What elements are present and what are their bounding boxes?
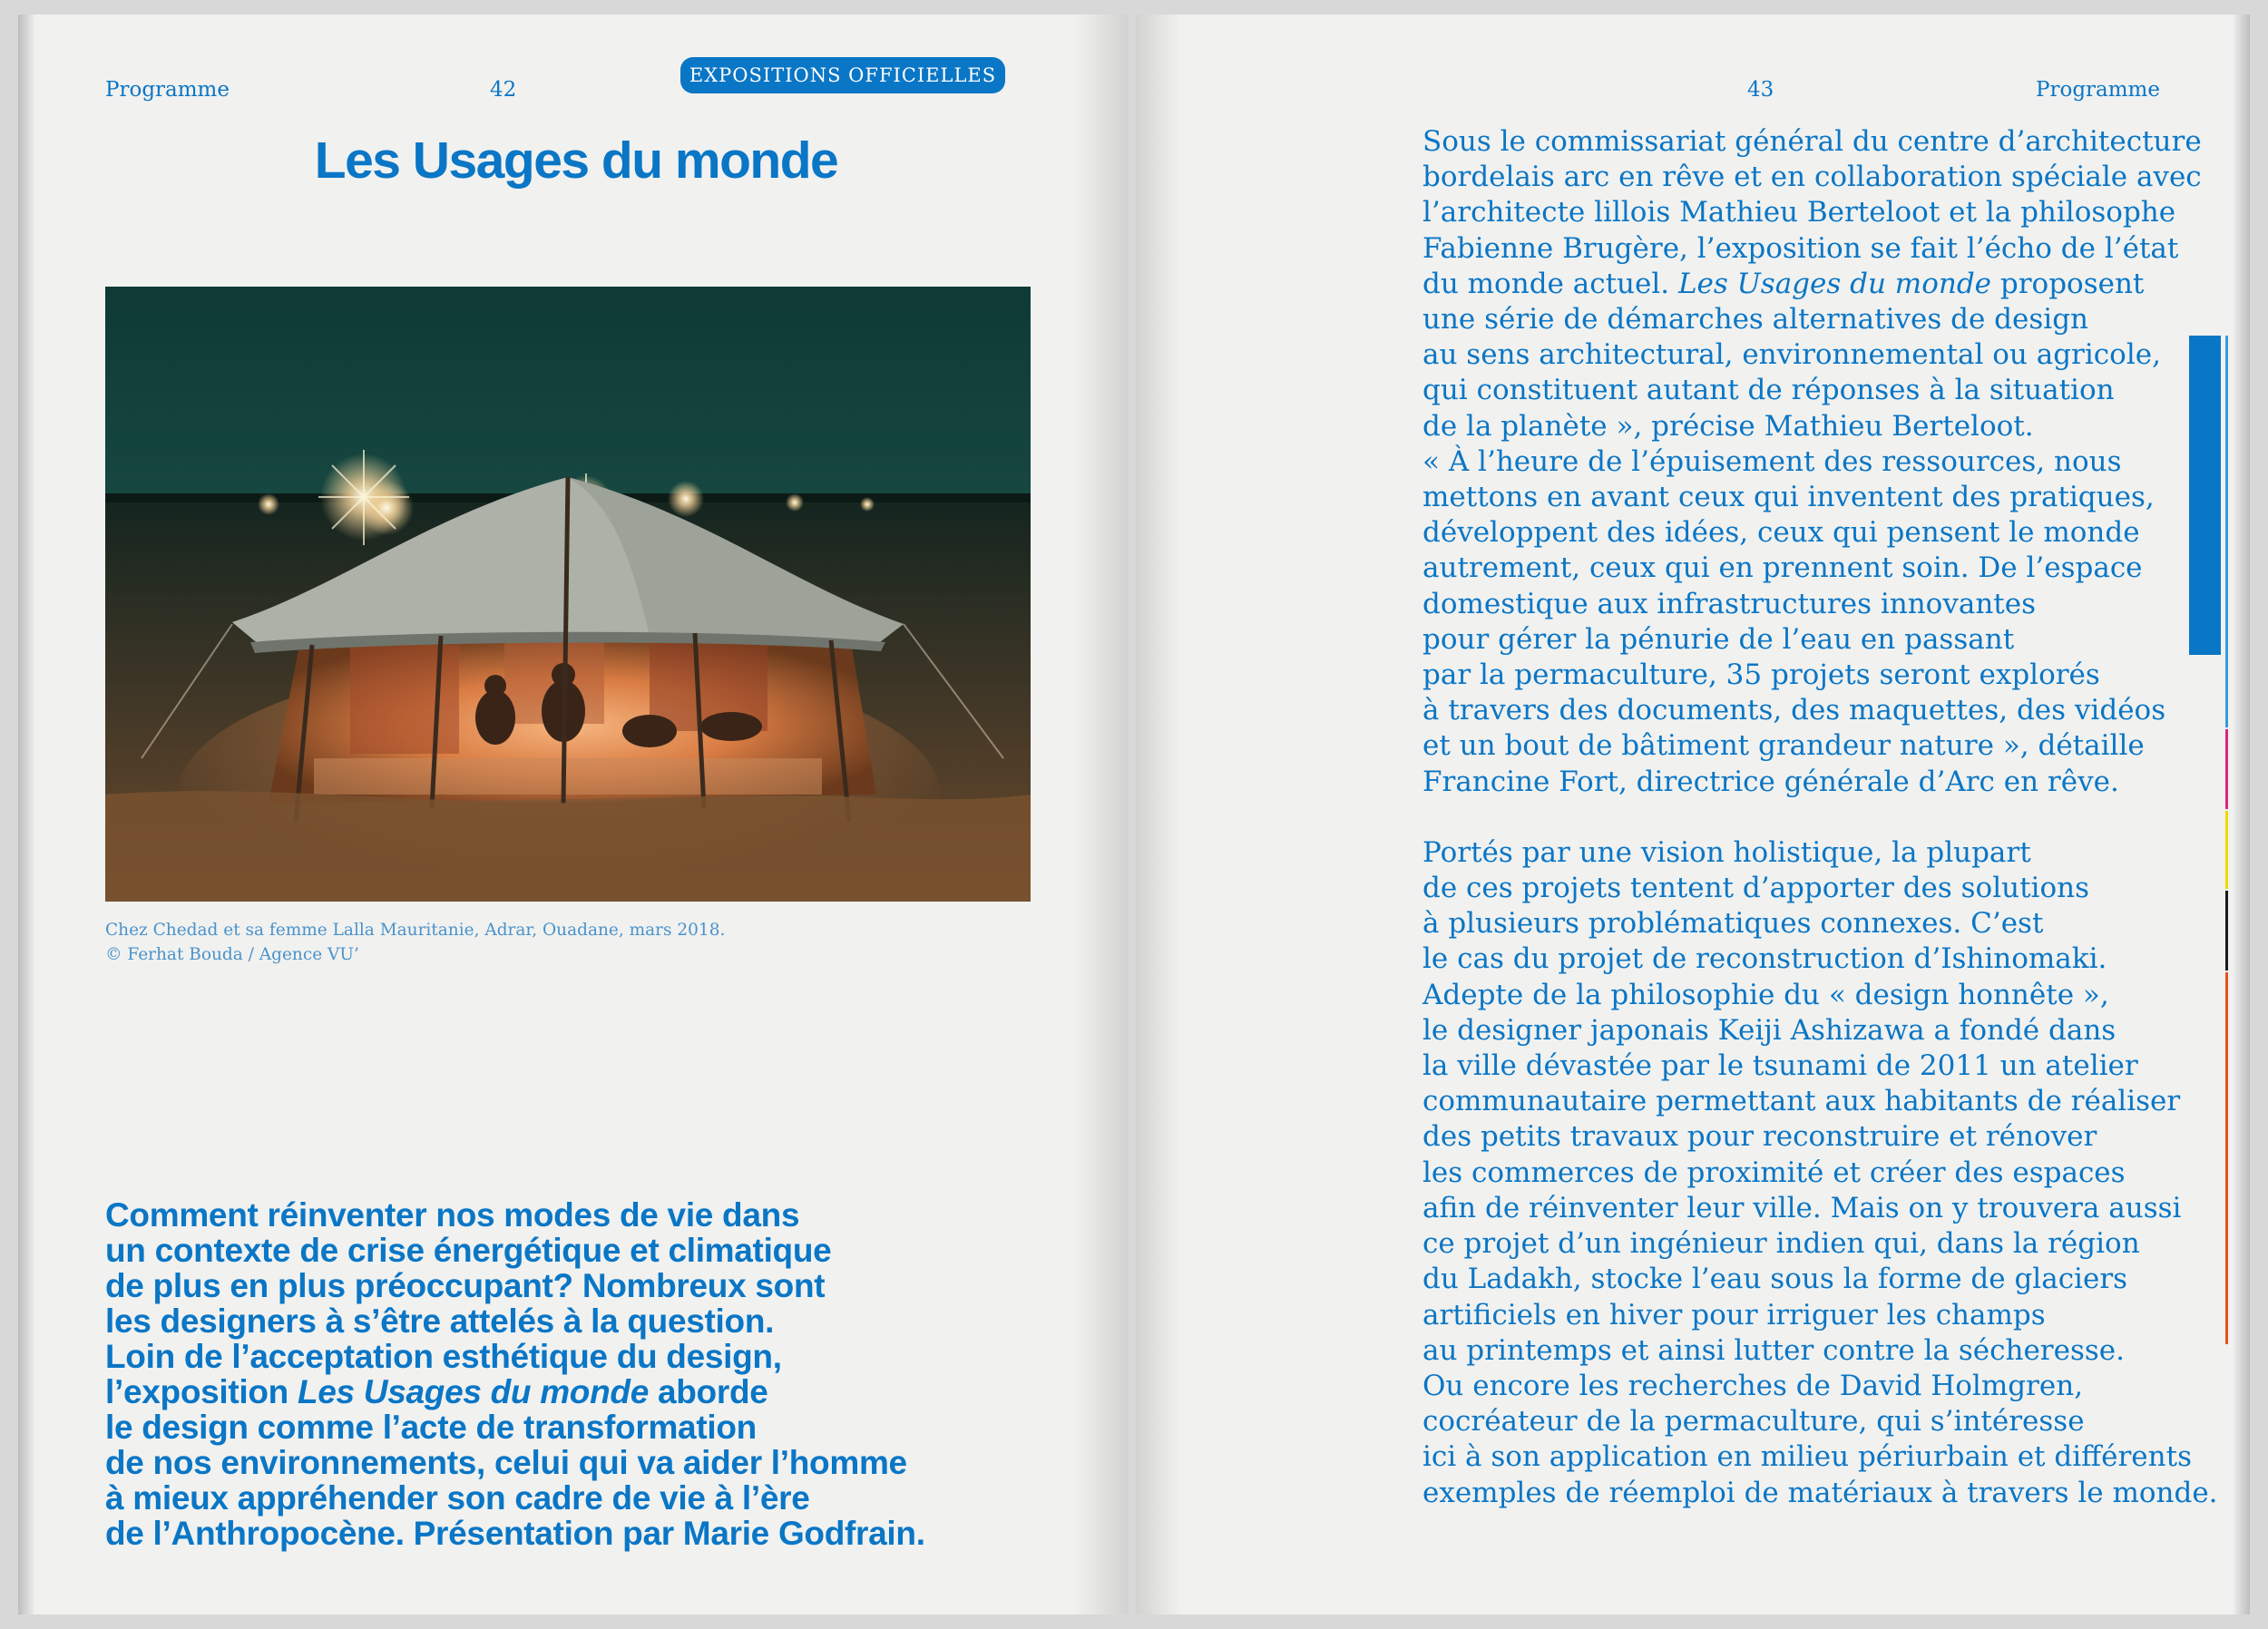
text-run: le cas du projet de reconstruction d’Ishinomaki.: [1422, 942, 2107, 976]
text-line: [105, 1303, 1085, 1339]
tent-night-photo: [105, 287, 1031, 902]
text-line: [1422, 693, 2166, 728]
text-line: [105, 1516, 1085, 1551]
text-run: Adepte de la philosophie du « design honnête »,: [1422, 978, 2109, 1011]
text-line: [1422, 160, 2202, 195]
text-line: [1422, 373, 2166, 408]
text-line: [1422, 551, 2166, 586]
right-page: [1136, 15, 2250, 1614]
text-run: la ville dévastée par le tsunami de 2011 un atelier: [1422, 1049, 2138, 1083]
italic-title: Les Usages du monde: [297, 1373, 649, 1410]
text-line: [1422, 1476, 2218, 1511]
text-line: [1422, 1049, 2166, 1084]
text-run: communautaire permettant aux habitants de réaliser: [1422, 1085, 2181, 1118]
text-run: à mieux appréhender son cadre de vie à l’ère: [105, 1479, 810, 1517]
text-line: [1422, 1298, 2166, 1333]
section-tab-magenta: [2225, 729, 2228, 809]
text-run: afin de réinventer leur ville. Mais on y trouvera aussi: [1422, 1191, 2182, 1224]
text-run: développent des idées, ceux qui pensent le monde: [1422, 516, 2140, 550]
article-title: Les Usages du monde: [314, 132, 838, 190]
text-line: [1422, 941, 2166, 977]
text-line: [1422, 515, 2166, 551]
section-tab-lightblue: [2225, 336, 2228, 727]
text-run: de plus en plus préoccupant? Nombreux sont: [105, 1267, 826, 1304]
text-line: [1422, 1262, 2166, 1297]
text-line: [1422, 1156, 2166, 1191]
text-line: [1422, 409, 2166, 444]
text-line: [1422, 1013, 2166, 1049]
caption-line: Chez Chedad et sa femme Lalla Mauritanie, Adrar, Ouadane, mars 2018.: [105, 921, 726, 940]
text-run: « À l’heure de l’épuisement des ressources, nous: [1422, 444, 2122, 478]
page-number-left: 42: [490, 78, 517, 102]
text-line: [105, 1374, 1085, 1410]
running-head-right: Programme: [2036, 78, 2160, 102]
text-run: du Ladakh, stocke l’eau sous la forme de glaciers: [1422, 1263, 2128, 1296]
text-run: domestique aux infrastructures innovantes: [1422, 587, 2037, 620]
text-line: [1422, 1439, 2192, 1475]
italic-title: Les Usages du monde: [1677, 267, 1992, 300]
page-edge-right: [2234, 15, 2250, 1614]
text-line: [1422, 1084, 2181, 1119]
text-run: une série de démarches alternatives de design: [1422, 303, 2089, 337]
text-line: [1422, 337, 2166, 373]
text-line: [1422, 871, 2166, 906]
text-run: qui constituent autant de réponses à la situation: [1422, 374, 2115, 407]
left-page: [18, 15, 1129, 1614]
section-tab-yellow: [2225, 811, 2228, 889]
text-run: le designer japonais Keiji Ashizawa a fondé dans: [1422, 1013, 2116, 1047]
text-run: de nos environnements, celui qui va aider l’homme: [105, 1444, 907, 1481]
text-line: [1422, 444, 2166, 480]
text-run: les commerces de proximité et créer des espaces: [1422, 1156, 2126, 1189]
text-line: [105, 1445, 1085, 1480]
text-line: [1422, 1333, 2166, 1369]
text-run: Comment réinventer nos modes de vie dans: [105, 1196, 800, 1234]
text-run: à travers des documents, des maquettes, des vidéos: [1422, 694, 2166, 727]
text-line: [1422, 195, 2176, 230]
text-run: exemples de réemploi de matériaux à travers le monde.: [1422, 1476, 2218, 1509]
text-run: par la permaculture, 35 projets seront explorés: [1422, 658, 2100, 692]
running-head-left: Programme: [105, 78, 230, 102]
text-line: [1422, 658, 2166, 693]
text-line: [1422, 728, 2166, 764]
text-line: [1422, 231, 2179, 267]
section-tab-orange: [2225, 972, 2228, 1344]
photo-caption: [105, 918, 725, 967]
text-run: au sens architectural, environnemental ou agricole,: [1422, 338, 2161, 372]
text-run: Portés par une vision holistique, la plupart: [1422, 835, 2031, 869]
article-lede: [105, 1197, 1085, 1551]
text-line: [1422, 267, 2166, 302]
text-line: [1422, 765, 2166, 800]
text-run: et un bout de bâtiment grandeur nature », détaille: [1422, 729, 2145, 763]
text-line: [1422, 1191, 2182, 1226]
article-body: [1422, 124, 2218, 1511]
section-tab-black: [2225, 891, 2228, 971]
text-line: [1422, 835, 2166, 871]
text-run: Francine Fort, directrice générale d’Arc en rêve.: [1422, 765, 2119, 798]
text-line: [1422, 302, 2166, 337]
text-run: artificiels en hiver pour irriguer les champs: [1422, 1298, 2046, 1331]
text-line: [1422, 480, 2166, 515]
text-run: bordelais arc en rêve et en collaboration spéciale avec: [1422, 161, 2202, 194]
text-run: un contexte de crise énergétique et climatique: [105, 1232, 832, 1269]
text-run: les designers à s’être attelés à la question.: [105, 1302, 775, 1340]
text-line: [1422, 1119, 2166, 1155]
text-line: [1422, 587, 2166, 622]
text-line: [1422, 1226, 2166, 1262]
text-line: [105, 1268, 1085, 1303]
text-line: [105, 1197, 1085, 1233]
text-line: [105, 1233, 1085, 1268]
text-run: des petits travaux pour reconstruire et rénover: [1422, 1120, 2097, 1154]
article-photo: [105, 287, 1031, 902]
text-run: proposent: [1991, 267, 2145, 300]
text-run: Sous le commissariat général du centre d’architecture: [1422, 125, 2202, 158]
text-run: de la planète », précise Mathieu Berteloot.: [1422, 409, 2034, 443]
gutter-shadow: [1136, 15, 1181, 1614]
text-line: [1422, 978, 2166, 1013]
text-line: [105, 1410, 1085, 1445]
text-line: [105, 1339, 1085, 1374]
text-line: [1422, 1404, 2166, 1439]
page-number-right: 43: [1747, 78, 1774, 102]
text-run: pour gérer la pénurie de l’eau en passant: [1422, 622, 2015, 656]
text-run: de l’Anthropocène. Présentation par Marie Godfrain.: [105, 1515, 925, 1552]
text-run: Loin de l’acceptation esthétique du design,: [105, 1338, 782, 1375]
text-run: aborde: [648, 1373, 768, 1410]
paragraph-gap: [1422, 800, 2166, 835]
photo-credit: © Ferhat Bouda / Agence VU’: [105, 945, 359, 964]
text-run: l’exposition: [105, 1373, 298, 1410]
text-run: Ou encore les recherches de David Holmgren,: [1422, 1369, 2084, 1402]
page-edge-left: [18, 15, 34, 1614]
text-run: de ces projets tentent d’apporter des solutions: [1422, 872, 2090, 905]
text-run: du monde actuel.: [1422, 267, 1678, 300]
text-line: [1422, 124, 2202, 160]
text-run: à plusieurs problématiques connexes. C’est: [1422, 907, 2044, 941]
text-run: autrement, ceux qui en prennent soin. De l’espace: [1422, 551, 2143, 585]
text-run: ce projet d’un ingénieur indien qui, dans la région: [1422, 1227, 2140, 1261]
text-run: ici à son application en milieu périurbain et différents: [1422, 1440, 2192, 1474]
section-label: EXPOSITIONS OFFICIELLES: [680, 57, 1005, 93]
text-line: [105, 1480, 1085, 1516]
text-line: [1422, 1369, 2166, 1404]
text-run: Fabienne Brugère, l’exposition se fait l’écho de l’état: [1422, 231, 2179, 265]
text-run: mettons en avant ceux qui inventent des pratiques,: [1422, 481, 2155, 514]
section-tab-blue: [2189, 336, 2221, 655]
text-run: l’architecte lillois Mathieu Berteloot et la philosophe: [1422, 196, 2176, 229]
text-run: cocréateur de la permaculture, qui s’intéresse: [1422, 1405, 2085, 1439]
text-run: le design comme l’acte de transformation: [105, 1409, 757, 1446]
text-line: [1422, 906, 2166, 941]
text-line: [1422, 622, 2166, 658]
text-run: au printemps et ainsi lutter contre la sécheresse.: [1422, 1333, 2125, 1367]
